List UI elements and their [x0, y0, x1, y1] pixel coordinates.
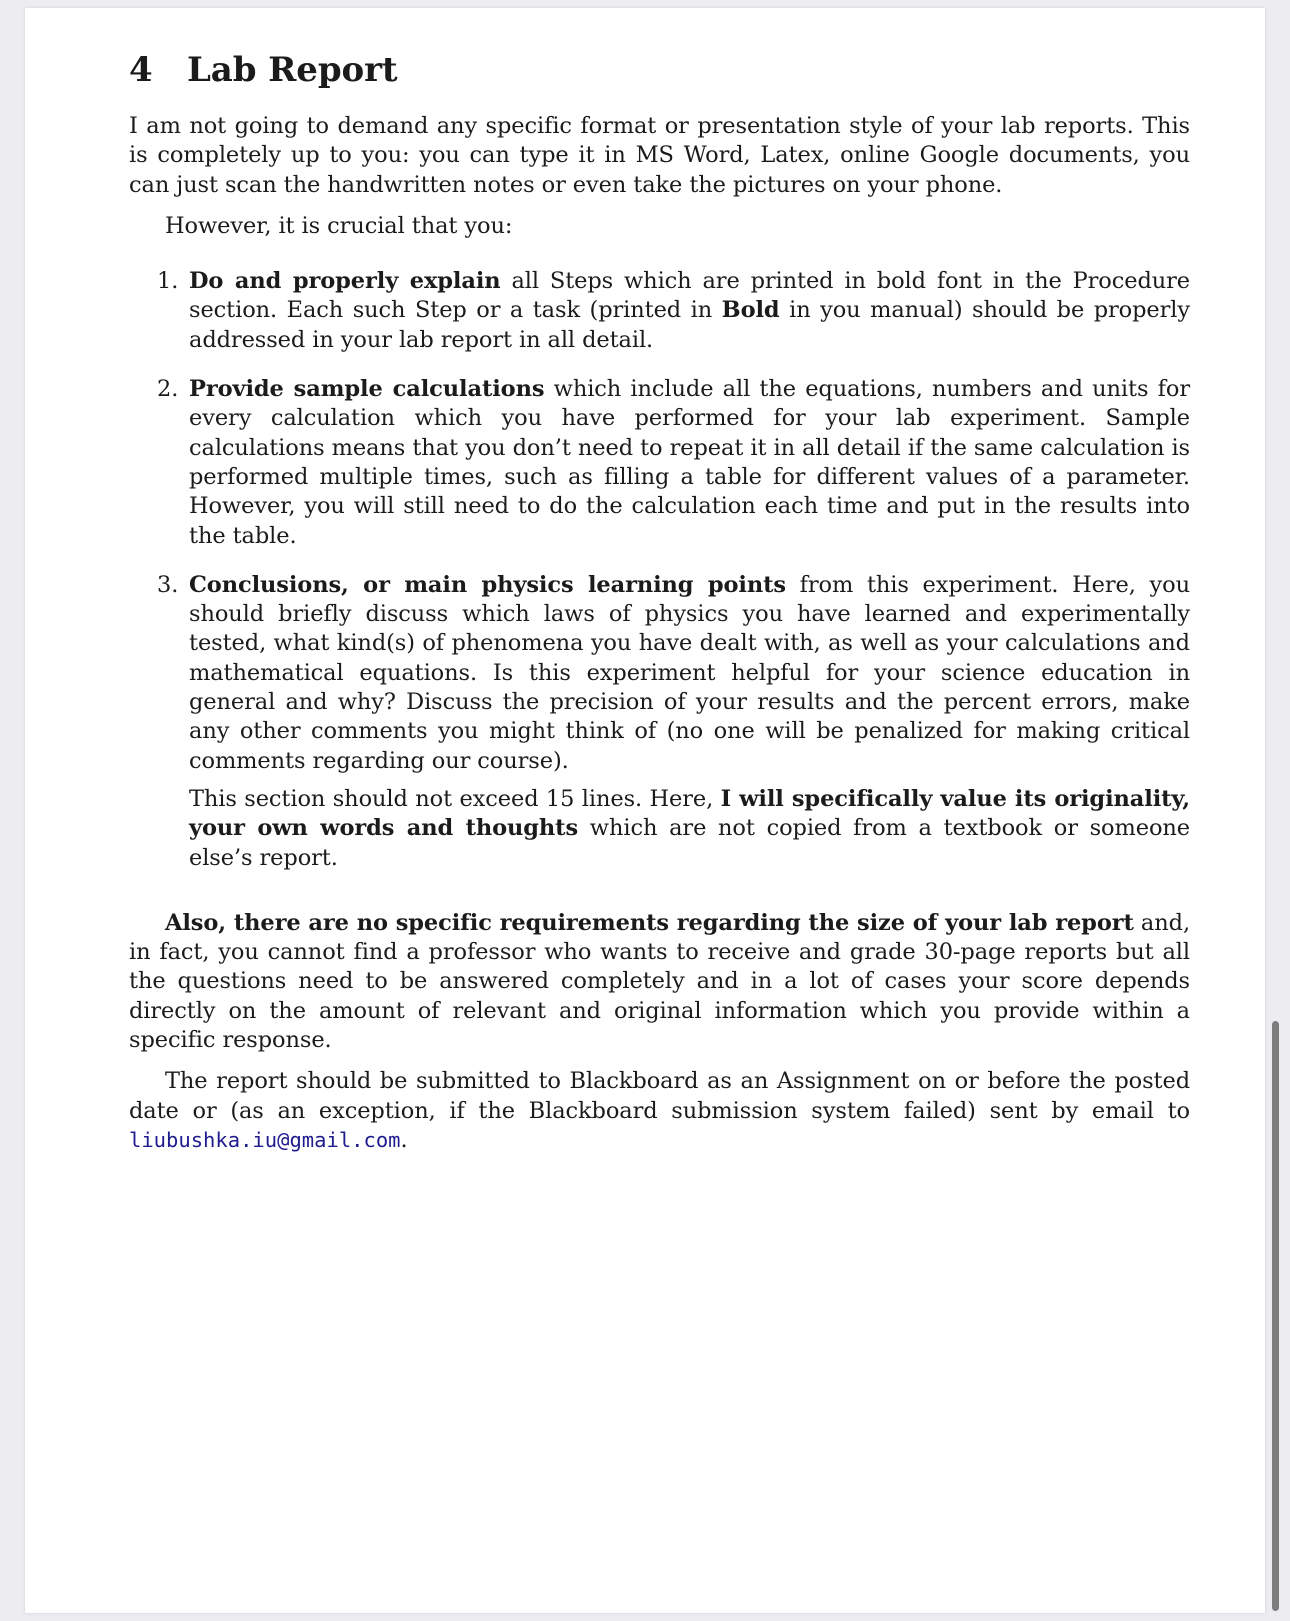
- item-text: all Steps which are printed in bold font in the Procedure section. Each such Step or a task (printed in: [189, 268, 1191, 324]
- item-sub-text: This section should not exceed 15 lines. Here,: [189, 785, 721, 812]
- section-heading: [129, 48, 1190, 92]
- submission-paragraph: [129, 1067, 1190, 1155]
- requirements-list: [129, 267, 1190, 873]
- item-bold-lead: Provide sample calculations: [189, 376, 545, 403]
- list-item: [129, 571, 1190, 873]
- also-bold: Also, there are no specific requirements regarding the size of your lab report: [165, 909, 1134, 936]
- section-number: 4: [129, 50, 153, 90]
- item-bold-lead: Do and properly explain: [189, 268, 501, 295]
- page-content: [129, 48, 1190, 1155]
- item-sub-paragraph: [189, 785, 1190, 873]
- item-sub-text-end: which are not copied from a textbook or someone else’s report.: [189, 815, 1190, 871]
- email-link[interactable]: liubushka.iu@gmail.com: [129, 1127, 401, 1152]
- list-item: [129, 267, 1190, 355]
- document-page: [25, 8, 1265, 1613]
- item-bold-lead: Conclusions, or main physics learning points: [189, 571, 786, 598]
- list-marker: 1.: [157, 268, 179, 295]
- also-paragraph: [129, 909, 1190, 1055]
- section-title: Lab Report: [187, 50, 398, 90]
- however-paragraph: However, it is crucial that you:: [165, 212, 513, 239]
- item-bold-word: Bold: [721, 297, 780, 324]
- list-marker: 3.: [157, 571, 179, 598]
- intro-paragraph: I am not going to demand any specific format or presentation style of your lab reports. This is completely up to you: you can type it in MS Word, Latex, online Google documents, you can just scan the handwritten notes or even take the pictures on your phone.: [129, 113, 1190, 198]
- submission-text: The report should be submitted to Blackboard as an Assignment on or before the posted date or (as an exception, if the Blackboard submission system failed) sent by email to: [129, 1068, 1190, 1124]
- submission-end: .: [400, 1126, 408, 1153]
- item-text: which include all the equations, numbers and units for every calculation which you have performed for your lab experiment. Sample calculations means that you don’t need to repeat it in all detail if the same calculation is performed multiple times, such as filling a table for different values of a parameter. However, you will still need to do the calculation each time and put in the results into the table.: [189, 376, 1190, 549]
- vertical-scrollbar[interactable]: [1272, 1021, 1279, 1611]
- list-marker: 2.: [157, 376, 179, 403]
- item-text-end: in you manual) should be properly addressed in your lab report in all detail.: [189, 297, 1190, 353]
- item-sub-bold: I will specifically value its originality, your own words and thoughts: [189, 785, 1190, 842]
- item-main-paragraph: [189, 571, 1190, 776]
- item-text: from this experiment. Here, you should briefly discuss which laws of physics you have learned and experimentally tested, what kind(s) of phenomena you have dealt with, as well as your calculations and mathematical equations. Is this experiment helpful for your science education in general and why? Discuss the precision of your results and the percent errors, make any other comments you might think of (no one will be penalized for making critical comments regarding our course).: [189, 571, 1190, 774]
- list-item: [129, 375, 1190, 551]
- also-text: and, in fact, you cannot find a professor who wants to receive and grade 30-page reports but all the questions need to be answered completely and in a lot of cases your score depends directly on the amount of relevant and original information which you provide within a specific response.: [129, 909, 1190, 1054]
